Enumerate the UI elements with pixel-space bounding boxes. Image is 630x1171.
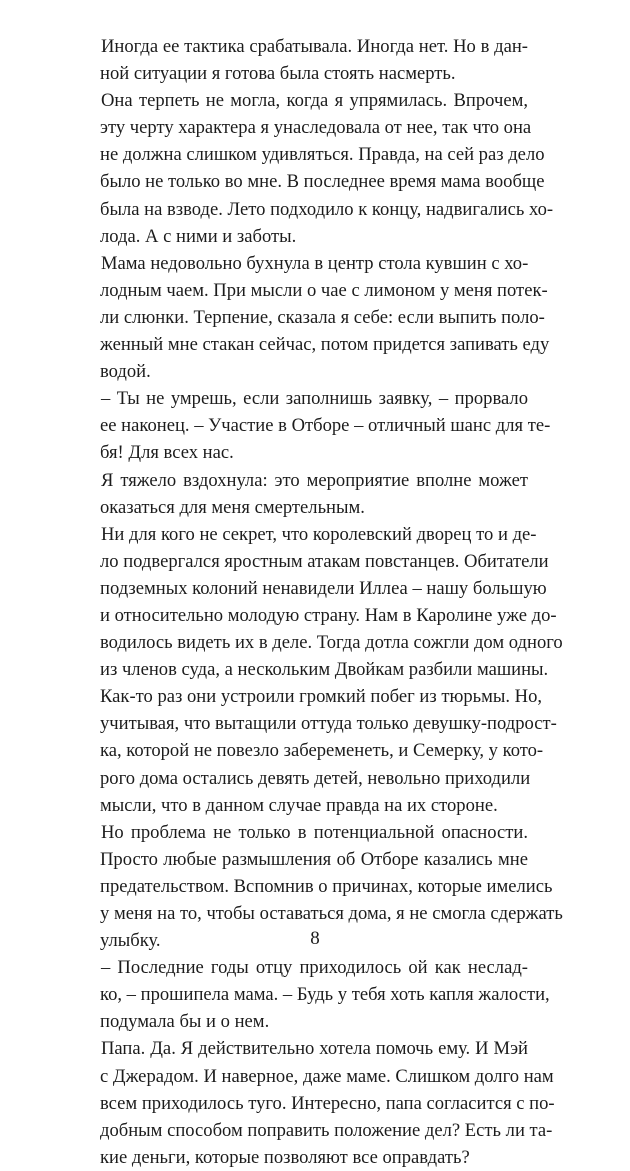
text-line: лодным чаем. При мысли о чае с лимоном у меня потек- [100, 279, 548, 301]
paragraph [100, 385, 551, 466]
text-line: – Последние годы отцу приходилось ой как неслад- [101, 957, 528, 979]
text-line: Иногда ее тактика срабатывала. Иногда нет. Но в дан- [101, 36, 528, 57]
text-line: – Ты не умрешь, если заполнишь заявку, – прорвало [101, 388, 528, 410]
text-line: мысли, что в данном случае правда на их стороне. [100, 794, 498, 816]
text-line: Но проблема не только в потенциальной опасности. [101, 821, 528, 843]
text-line: бя! Для всех нас. [100, 442, 234, 464]
text-line: и относительно молодую страну. Нам в Каролине уже до- [100, 604, 557, 626]
text-line: с Джерадом. И наверное, даже маме. Слишком долго нам [100, 1065, 554, 1087]
paragraph [100, 250, 550, 385]
text-line: предательством. Вспомнив о причинах, которые имелись [100, 875, 553, 897]
text-line: рого дома остались девять детей, невольно приходили [100, 767, 531, 789]
text-line: оказаться для меня смертельным. [100, 496, 365, 518]
text-line: ной ситуации я готова была стоять насмерть. [100, 63, 456, 85]
text-line: водилось видеть их в деле. Тогда дотла сожгли дом одного [100, 632, 563, 654]
text-line: подумала бы и о нем. [100, 1011, 270, 1033]
text-line: Как-то раз они устроили громкий побег из тюрьмы. Но, [100, 686, 543, 708]
paragraph [100, 521, 563, 819]
text-line: из членов суда, а нескольким Двойкам разбили машины. [100, 659, 549, 681]
text-line: учитывая, что вытащили оттуда только девушку-подрост- [100, 713, 557, 735]
text-line: лода. А с ними и заботы. [100, 225, 297, 247]
text-line: Она терпеть не могла, когда я упрямилась. Впрочем, [101, 90, 528, 112]
text-line: Ни для кого не секрет, что королевский дворец то и де- [101, 523, 537, 545]
text-line: была на взводе. Лето подходило к концу, надвигались хо- [100, 198, 554, 220]
text-line: ее наконец. – Участие в Отборе – отличный шанс для те- [100, 415, 551, 437]
text-line: было не только во мне. В последнее время мама вообще [100, 171, 545, 193]
paragraph [100, 467, 528, 521]
page-number: 8 [310, 928, 320, 949]
page-body-text [100, 33, 563, 1171]
text-line: ка, которой не повезло забеременеть, и Семерку, у кото- [100, 740, 544, 762]
text-line: женный мне стакан сейчас, потом придется запивать еду [100, 334, 550, 356]
text-line: кие деньги, которые позволяют все оправдать? [100, 1146, 470, 1168]
text-line: водой. [100, 361, 151, 383]
text-line: добным способом поправить положение дел? Есть ли та- [100, 1119, 553, 1141]
text-line: Мама недовольно бухнула в центр стола кувшин с хо- [101, 252, 529, 274]
text-line: Просто любые размышления об Отборе казались мне [100, 848, 528, 870]
text-line: Папа. Да. Я действительно хотела помочь ему. И Мэй [101, 1038, 528, 1060]
paragraph [100, 954, 550, 1035]
text-line: Я тяжело вздохнула: это мероприятие вполне может [101, 469, 528, 491]
paragraph [100, 87, 554, 250]
text-line: эту черту характера я унаследовала от нее, так что она [100, 117, 532, 139]
text-line: всем приходилось туго. Интересно, папа согласится с по- [100, 1092, 555, 1114]
text-line: ли слюнки. Терпение, сказала я себе: если выпить поло- [100, 306, 545, 328]
text-line: у меня на то, чтобы оставаться дома, я не смогла сдержать [100, 903, 563, 924]
paragraph [100, 33, 528, 87]
text-line: ко, – прошипела мама. – Будь у тебя хоть капля жалости, [100, 984, 550, 1006]
text-line: улыбку. [100, 930, 161, 952]
paragraph [100, 1035, 555, 1170]
text-line: не должна слишком удивляться. Правда, на сей раз дело [100, 144, 545, 166]
text-line: подземных колоний ненавидели Иллеа – нашу большую [100, 577, 547, 599]
text-line: ло подвергался яростным атакам повстанцев. Обитатели [100, 550, 549, 572]
